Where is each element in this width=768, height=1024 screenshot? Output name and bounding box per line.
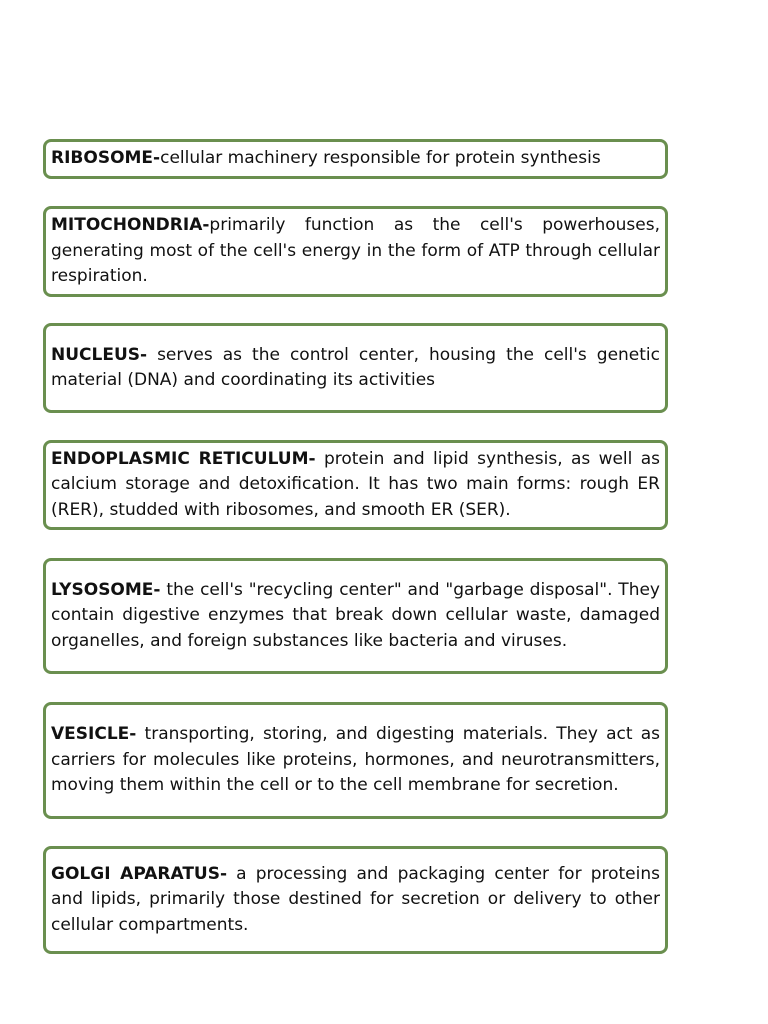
card-definition: protein and lipid synthesis, as well as calcium storage and detoxification. It has two main forms: rough ER (RER), studded with ribosomes, and smooth ER (SER). <box>51 448 661 520</box>
card-term: MITOCHONDRIA- <box>51 215 210 236</box>
card-term: LYSOSOME- <box>51 579 161 600</box>
card-nucleus <box>43 323 668 413</box>
card-endoplasmic-reticulum <box>43 440 668 530</box>
card-text <box>51 862 660 939</box>
card-term: GOLGI APARATUS- <box>51 863 228 884</box>
card-term: RIBOSOME- <box>51 148 161 169</box>
card-term: VESICLE- <box>51 724 137 745</box>
card-text <box>51 447 660 524</box>
card-ribosome <box>43 139 668 179</box>
card-definition: primarily function as the cell's powerhouses, generating most of the cell's energy in the form of ATP through cellular respiration. <box>51 215 660 287</box>
card-term: ENDOPLASMIC RETICULUM- <box>51 448 316 469</box>
card-mitochondria <box>43 206 668 297</box>
card-definition: serves as the control center, housing the cell's genetic material (DNA) and coordinating its activities <box>51 344 660 390</box>
card-definition: transporting, storing, and digesting materials. They act as carriers for molecules like proteins, hormones, and neurotransmitters, moving them within the cell or to the cell membrane for secretion. <box>51 724 660 796</box>
card-definition: cellular machinery responsible for protein synthesis <box>160 148 601 169</box>
card-text <box>51 146 660 172</box>
card-text <box>51 343 660 394</box>
card-text <box>51 213 660 290</box>
card-vesicle <box>43 702 668 819</box>
card-lysosome <box>43 558 668 674</box>
card-golgi-apparatus <box>43 846 668 954</box>
card-definition: a processing and packaging center for proteins and lipids, primarily those destined for secretion or delivery to other cellular compartments. <box>51 863 660 935</box>
card-definition: the cell's "recycling center" and "garbage disposal". They contain digestive enzymes that break down cellular waste, damaged organelles, and foreign substances like bacteria and viruses. <box>51 579 660 651</box>
card-text <box>51 722 660 799</box>
card-text <box>51 578 660 655</box>
card-term: NUCLEUS- <box>51 344 148 365</box>
